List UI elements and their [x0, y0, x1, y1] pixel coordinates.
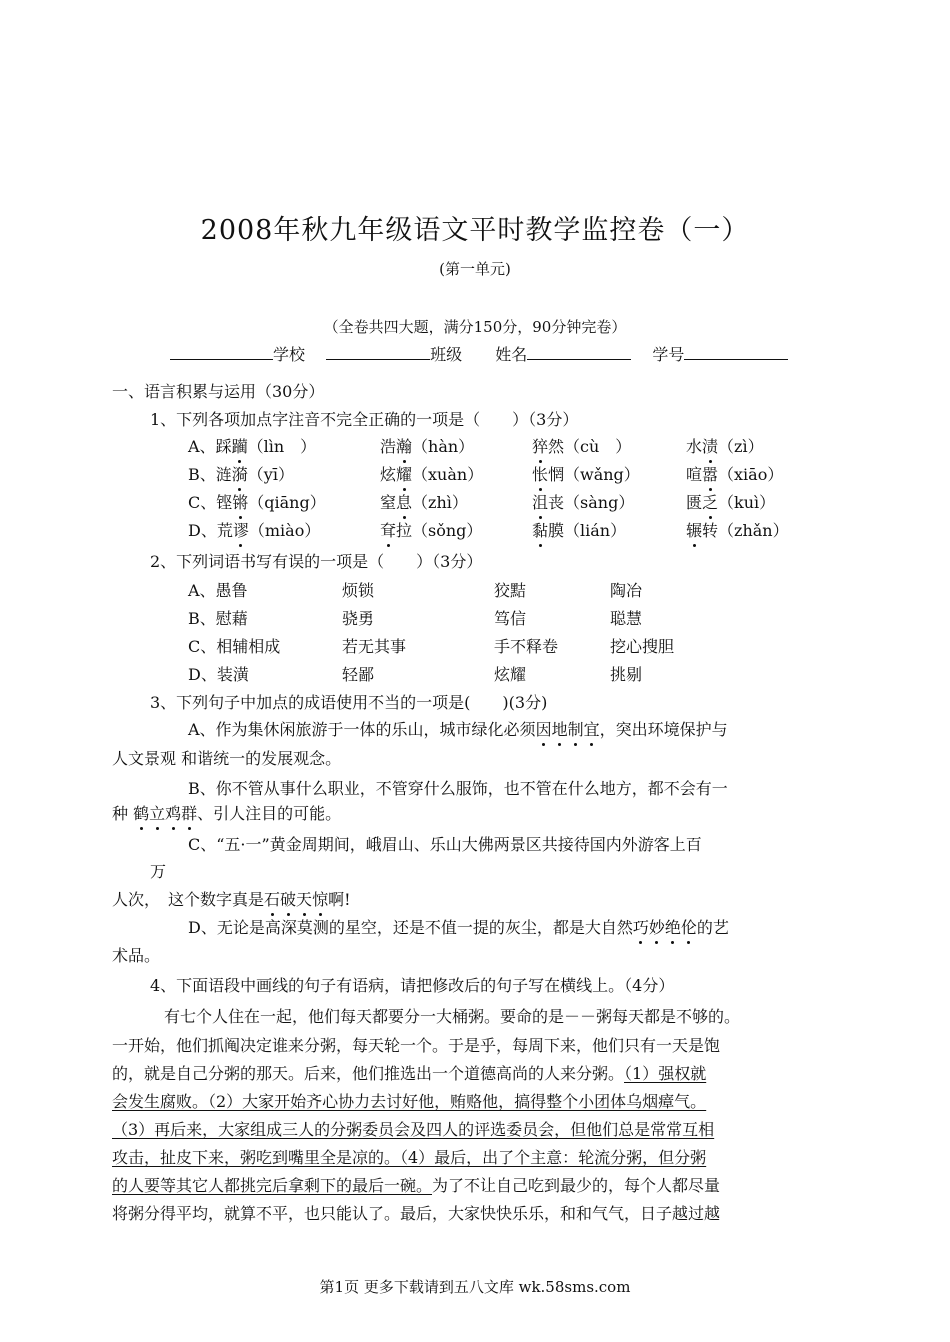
emphasis-dot-char: 绝 — [664, 918, 681, 937]
q2-a-2: 烦锁 — [342, 581, 375, 600]
page-title: 2008年秋九年级语文平时教学监控卷（一） — [200, 215, 750, 246]
q4-passage-line5: （3）再后来，大家组成三人的分粥委员会及四人的评选委员会，但他们总是常常互相 — [112, 1120, 715, 1139]
class-blank[interactable] — [326, 343, 430, 360]
q4-passage-line2: 一开始，他们抓阄决定谁来分粥，每天轮一个。于是乎，每周下来，他们只有一天是饱 — [112, 1036, 721, 1055]
q3-option-d-line2: 术品。 — [112, 946, 161, 965]
q3-option-c-line2: 万 — [150, 862, 167, 881]
q1-d-2: 耷拉（sǒng） — [380, 521, 483, 540]
q1-b-2: 炫耀（xuàn） — [380, 465, 484, 484]
q3-option-c-line1: C、“五·一”黄金周期间，峨眉山、乐山大佛两景区共接待国内外游客上百 — [188, 835, 702, 854]
q3-option-b-line2: 种 鹤立鸡群、引人注目的可能。 — [112, 804, 342, 823]
q1-a-3: 猝然（cù ） — [532, 437, 632, 456]
q2-a-3: 狡黠 — [494, 581, 527, 600]
q2-a-1: A、愚鲁 — [188, 581, 248, 600]
id-blank[interactable] — [684, 343, 788, 360]
q1-b-4: 喧嚣（xiāo） — [686, 465, 784, 484]
q2-d-2: 轻鄙 — [342, 665, 375, 684]
q1-stem: 1、下列各项加点字注音不完全正确的一项是（ ）（3分） — [150, 410, 579, 429]
q4-passage-line8: 将粥分得平均，就算不平，也只能认了。最后，大家快快乐乐，和和气气，日子越过越 — [112, 1204, 721, 1223]
q2-c-1: C、相辅相成 — [188, 637, 281, 656]
q1-d-1: D、荒谬（miào） — [188, 521, 321, 540]
q2-a-4: 陶冶 — [610, 581, 643, 600]
name-blank[interactable] — [527, 343, 631, 360]
q4-passage-line7: 的人要等其它人都挑完后拿剩下的最后一碗。为了不让自己吃到最少的，每个人都尽量 — [112, 1176, 721, 1195]
emphasis-dot-char: 立 — [149, 804, 166, 823]
q2-b-2: 骁勇 — [342, 609, 375, 628]
emphasis-dot-char: 鸡 — [165, 804, 182, 823]
q1-b-1: B、涟漪（yī） — [188, 465, 294, 484]
q1-b-3: 怅惘（wǎng） — [532, 465, 640, 484]
school-label: 学校 — [273, 345, 306, 364]
q4-passage-line6: 攻击，扯皮下来，粥吃到嘴里全是凉的。（4）最后，出了个主意：轮流分粥，但分粥 — [112, 1148, 707, 1167]
emphasis-dot-char: 破 — [280, 890, 297, 909]
q2-c-4: 挖心搜胆 — [610, 637, 675, 656]
q4-passage-line4: 会发生腐败。（2）大家开始齐心协力去讨好他，贿赂他，搞得整个小团体乌烟瘴气。 — [112, 1092, 707, 1111]
emphasis-dot-char: 石 — [264, 890, 281, 909]
q3-option-c-line3: 人次， 这个数字真是石破天惊啊! — [112, 890, 351, 909]
q3-option-b-line1: B、你不管从事什么职业，不管穿什么服饰，也不管在什么地方，都不会有一 — [188, 779, 728, 798]
q1-c-3: 沮丧（sàng） — [532, 493, 635, 512]
class-label: 班级 — [430, 345, 463, 364]
q4-passage-line1: 有七个人住在一起，他们每天都要分一大桶粥。要命的是－－粥每天都是不够的。 — [164, 1007, 741, 1026]
section1-heading: 一、语言积累与运用（30分） — [112, 382, 325, 401]
q1-a-1: A、踩躏（lìn ） — [188, 437, 317, 456]
q3-c-dotted-idiom — [264, 890, 328, 909]
q1-c-2: 窒息（zhì） — [380, 493, 468, 512]
q2-b-3: 笃信 — [494, 609, 527, 628]
q4-stem: 4、下面语段中画线的句子有语病，请把修改后的句子写在横线上。（4分） — [150, 976, 675, 995]
emphasis-dot-char: 制 — [567, 720, 584, 739]
q3-option-a-line1: A、作为集休闲旅游于一体的乐山，城市绿化必须因地制宜，突出环境保护与 — [188, 720, 728, 739]
emphasis-dot-char: 宜 — [583, 720, 600, 739]
q3-b-dotted-idiom — [133, 804, 197, 823]
q2-b-4: 聪慧 — [610, 609, 643, 628]
q2-b-1: B、慰藉 — [188, 609, 248, 628]
emphasis-dot-char: 惊 — [312, 890, 329, 909]
q3-option-d-line1: D、无论是高深莫测的星空，还是不值一提的灰尘，都是大自然巧妙绝伦的艺 — [188, 918, 729, 937]
q3-stem: 3、下列句子中加点的成语使用不当的一项是( )(3分) — [150, 693, 548, 712]
exam-info: （全卷共四大题，满分150分，90分钟完卷） — [323, 318, 627, 336]
q1-a-4: 水渍（zì） — [686, 437, 764, 456]
q1-c-4: 匮乏（kuì） — [686, 493, 776, 512]
q2-d-3: 炫耀 — [494, 665, 527, 684]
q3-d-dotted-idiom — [633, 918, 697, 937]
school-blank[interactable] — [170, 343, 273, 360]
unit-subtitle: (第一单元) — [439, 260, 511, 278]
q1-d-4: 辗转（zhǎn） — [686, 521, 789, 540]
emphasis-dot-char: 天 — [296, 890, 313, 909]
q4-passage-line3: 的，就是自己分粥的那天。后来，他们推选出一个道德高尚的人来分粥。（1）强权就 — [112, 1064, 707, 1083]
emphasis-dot-char: 伦 — [680, 918, 697, 937]
q2-d-4: 挑剔 — [610, 665, 643, 684]
q2-c-3: 手不释卷 — [494, 637, 559, 656]
page-footer: 第1页 更多下载请到五八文库 wk.58sms.com — [319, 1278, 631, 1296]
emphasis-dot-char: 地 — [551, 720, 568, 739]
q1-d-3: 黏膜（lián） — [532, 521, 627, 540]
q2-stem: 2、下列词语书写有误的一项是（ ）（3分） — [150, 552, 483, 571]
q2-c-2: 若无其事 — [342, 637, 407, 656]
q1-c-1: C、铿锵（qiāng） — [188, 493, 326, 512]
student-info-line — [170, 343, 788, 365]
q3-option-a-line2: 人文景观 和谐统一的发展观念。 — [112, 749, 342, 768]
name-label: 姓名 — [495, 345, 528, 364]
emphasis-dot-char: 因 — [535, 720, 552, 739]
emphasis-dot-char: 鹤 — [133, 804, 150, 823]
q3-a-dotted-idiom — [536, 720, 600, 739]
q1-a-2: 浩瀚（hàn） — [380, 437, 475, 456]
id-label: 学号 — [652, 345, 685, 364]
q2-d-1: D、装潢 — [188, 665, 249, 684]
emphasis-dot-char: 群 — [181, 804, 198, 823]
emphasis-dot-char: 妙 — [648, 918, 665, 937]
emphasis-dot-char: 巧 — [632, 918, 649, 937]
